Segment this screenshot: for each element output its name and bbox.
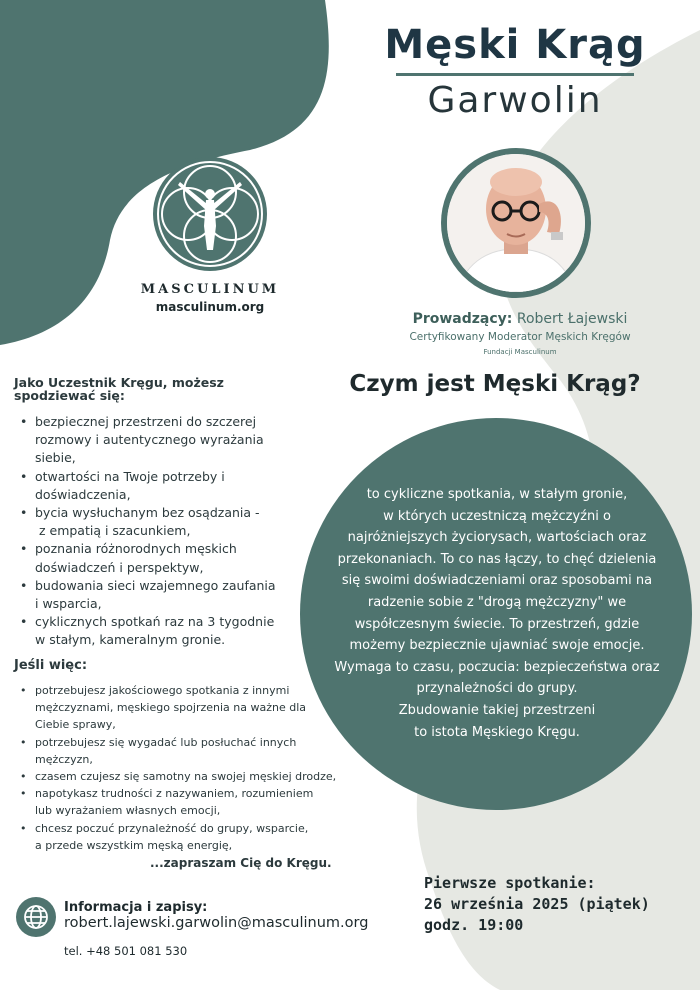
description-line: w których uczestniczą mężczyźni o bbox=[383, 508, 611, 524]
list-item-line: rozmowy i autentycznego wyrażania bbox=[35, 432, 264, 448]
section-title-question: Czym jest Męski Krąg? bbox=[349, 371, 641, 397]
expect-heading-line: Jako Uczestnik Kręgu, możesz bbox=[14, 375, 224, 390]
list-item-line: doświadczeń i perspektyw, bbox=[35, 559, 204, 575]
list-item-line: • cyklicznych spotkań raz na 3 tygodnie bbox=[35, 614, 275, 630]
list-item bbox=[18, 413, 318, 468]
contact-email[interactable]: robert.lajewski.garwolin@masculinum.org bbox=[64, 915, 369, 931]
list-item-line: mężczyznami, męskiego spojrzenia na ważne dla bbox=[35, 701, 307, 715]
host-line bbox=[360, 311, 680, 327]
list-item bbox=[18, 577, 318, 613]
description-line: najróżniejszych życiorysach, wartościach oraz bbox=[347, 530, 647, 546]
list-item-line: • bycia wysłuchanym bez osądzania - bbox=[35, 505, 260, 521]
list-item bbox=[18, 734, 338, 768]
description-text bbox=[322, 484, 672, 743]
list-item bbox=[18, 682, 338, 734]
meeting-date: 26 września 2025 (piątek) bbox=[424, 895, 650, 913]
list-item-line: • potrzebujesz jakościowego spotkania z innymi bbox=[35, 684, 290, 697]
list-item-line: siebie, bbox=[35, 450, 76, 466]
list-item-line: doświadczenia, bbox=[35, 486, 131, 502]
page-subtitle: Garwolin bbox=[427, 80, 603, 121]
list-item bbox=[18, 768, 338, 785]
list-item bbox=[18, 504, 318, 540]
list-item bbox=[18, 613, 318, 649]
ifso-list bbox=[18, 682, 338, 854]
description-line: możemy bezpiecznie ujawniać swoje emocje. bbox=[349, 638, 645, 654]
list-item bbox=[18, 820, 338, 854]
contact-phone[interactable]: tel. +48 501 081 530 bbox=[64, 944, 188, 958]
list-item bbox=[18, 468, 318, 504]
description-line: radzenie sobie z "drogą mężczyzny" we bbox=[367, 594, 627, 610]
meeting-time: godz. 19:00 bbox=[424, 916, 524, 934]
host-name: Robert Łajewski bbox=[516, 311, 628, 327]
contact-label: Informacja i zapisy: bbox=[64, 900, 208, 915]
list-item-line: • czasem czujesz się samotny na swojej męskiej drodze, bbox=[35, 770, 337, 784]
description-line: przynależności do grupy. bbox=[416, 681, 578, 697]
host-org: Fundacji Masculinum bbox=[483, 348, 557, 356]
list-item-line: w stałym, kameralnym gronie. bbox=[35, 632, 226, 648]
list-item-line: • chcesz poczuć przynależność do grupy, wsparcie, bbox=[35, 821, 309, 835]
expect-heading-line: spodziewać się: bbox=[14, 388, 125, 403]
page-title: Męski Krąg bbox=[384, 22, 646, 68]
description-line: to istota Męskiego Kręgu. bbox=[414, 724, 580, 740]
host-photo bbox=[447, 154, 585, 292]
list-item-line: Ciebie sprawy, bbox=[35, 718, 116, 732]
list-item bbox=[18, 540, 318, 576]
list-item-line: • otwartości na Twoje potrzeby i bbox=[35, 468, 225, 484]
expect-list bbox=[18, 413, 318, 650]
list-item bbox=[18, 785, 338, 819]
vitruvian-circles-icon bbox=[150, 154, 270, 274]
list-item-line: i wsparcia, bbox=[35, 596, 102, 612]
invite-text: ...zapraszam Cię do Kręgu. bbox=[150, 856, 332, 870]
list-item-line: • poznania różnorodnych męskich bbox=[35, 541, 237, 557]
list-item-line: • budowania sieci wzajemnego zaufania bbox=[35, 577, 276, 593]
description-line: przekonaniach. To co nas łączy, to chęć dzielenia bbox=[337, 551, 657, 567]
description-line: to cykliczne spotkania, w stałym gronie, bbox=[366, 487, 628, 502]
brand-url: masculinum.org bbox=[155, 300, 265, 314]
list-item-line: • napotykasz trudności z nazywaniem, rozumieniem bbox=[35, 787, 314, 801]
list-item-line: z empatią i szacunkiem, bbox=[35, 523, 191, 539]
description-line: współczesnym świecie. To przestrzeń, gdzie bbox=[354, 616, 640, 632]
list-item-line: mężczyzn, bbox=[35, 752, 93, 766]
title-divider bbox=[396, 73, 634, 76]
description-line: Wymaga to czasu, poczucia: bezpieczeństwa oraz bbox=[334, 659, 660, 675]
host-role: Certyfikowany Moderator Męskich Kręgów bbox=[409, 331, 631, 343]
portrait-illustration bbox=[447, 154, 585, 292]
brand-name: MASCULINUM bbox=[140, 282, 280, 297]
description-line: się swoimi doświadczeniami oraz sposobami na bbox=[341, 573, 653, 589]
list-item-line: • bezpiecznej przestrzeni do szczerej bbox=[35, 414, 257, 429]
meeting-info bbox=[424, 873, 684, 936]
meeting-line: Pierwsze spotkanie: bbox=[424, 874, 596, 892]
host-label: Prowadzący: bbox=[412, 311, 513, 327]
list-item-line: a przede wszystkim męską energię, bbox=[35, 838, 233, 852]
list-item-line: • potrzebujesz się wygadać lub posłuchać innych bbox=[35, 735, 297, 749]
globe-icon bbox=[16, 897, 56, 937]
list-item-line: lub wyrażaniem własnych emocji, bbox=[35, 804, 221, 818]
description-line: Zbudowanie takiej przestrzeni bbox=[398, 702, 596, 718]
ifso-heading: Jeśli więc: bbox=[14, 658, 88, 673]
expect-heading bbox=[14, 376, 314, 402]
